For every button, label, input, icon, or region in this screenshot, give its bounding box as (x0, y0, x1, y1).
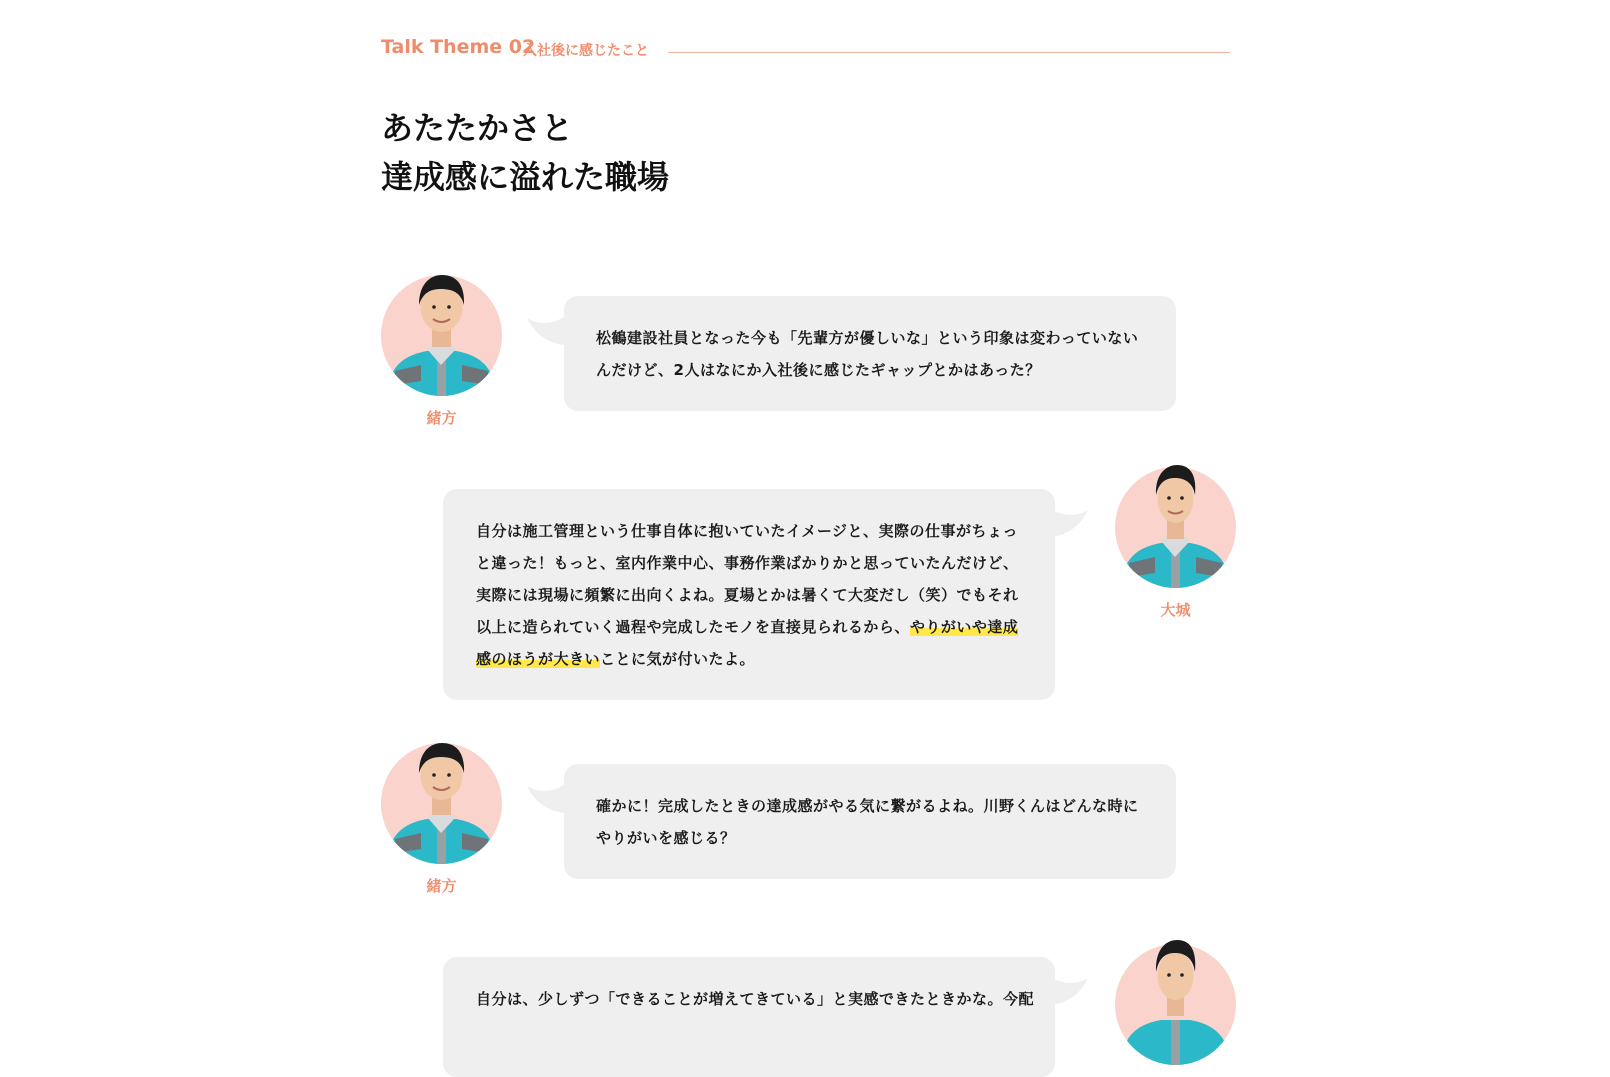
avatar (1115, 944, 1236, 1065)
title-line-2: 達成感に溢れた職場 (381, 158, 670, 196)
avatar (1115, 467, 1236, 588)
page-title (381, 104, 669, 202)
speaker-ogata-1 (381, 275, 502, 428)
bubble-tail (527, 315, 567, 345)
theme-label: Talk Theme 02 (381, 36, 536, 58)
person-icon (381, 261, 502, 396)
highlighted-text: やりがいや達成感のほうが大きい (476, 618, 1019, 668)
avatar (381, 275, 502, 396)
speaker-ogata-2 (381, 743, 502, 896)
person-icon (1115, 930, 1236, 1065)
speaker-oshiro (1115, 467, 1236, 620)
theme-divider (668, 52, 1230, 53)
speaker-name: 緒方 (426, 409, 457, 427)
theme-header (381, 34, 1230, 64)
speaker-name: 大城 (1160, 601, 1191, 619)
person-icon (1115, 453, 1236, 588)
message-bubble (564, 296, 1176, 411)
message-text: 松鶴建設社員となった今も「先輩方が優しいな」という印象は変わっていないんだけど、2人はなにか入社後に感じたギャップとかはあった？ (596, 329, 1139, 379)
speaker-kawano (1115, 944, 1236, 1065)
message-text (476, 515, 1022, 675)
message-text: 確かに！完成したときの達成感がやる気に繋がるよね。川野くんはどんな時にやりがいを感じる？ (596, 797, 1139, 847)
message-bubble (443, 489, 1055, 700)
message-text: 自分は、少しずつ「できることが増えてきている」と実感できたときかな。今配 (476, 990, 1035, 1008)
message-bubble (564, 764, 1176, 879)
message-text-part: ことに気が付いたよ。 (600, 650, 756, 668)
message-bubble (443, 957, 1055, 1077)
title-line-1: あたたかさと (381, 109, 574, 147)
bubble-tail (527, 783, 567, 813)
message-text-part: 自分は施工管理という仕事自体に抱いていたイメージと、実際の仕事がちょっと違った！もっと、室内作業中心、事務作業ばかりかと思っていたんだけど、実際には現場に頻繁に出向くよね。夏場とかは暑くて大変だし（笑）でもそれ以上に造られていく過程や完成したモノを直接見られるから、 (476, 522, 1019, 636)
speaker-name: 緒方 (426, 877, 457, 895)
person-icon (381, 729, 502, 864)
theme-subtitle: 入社後に感じたこと (523, 43, 649, 59)
avatar (381, 743, 502, 864)
